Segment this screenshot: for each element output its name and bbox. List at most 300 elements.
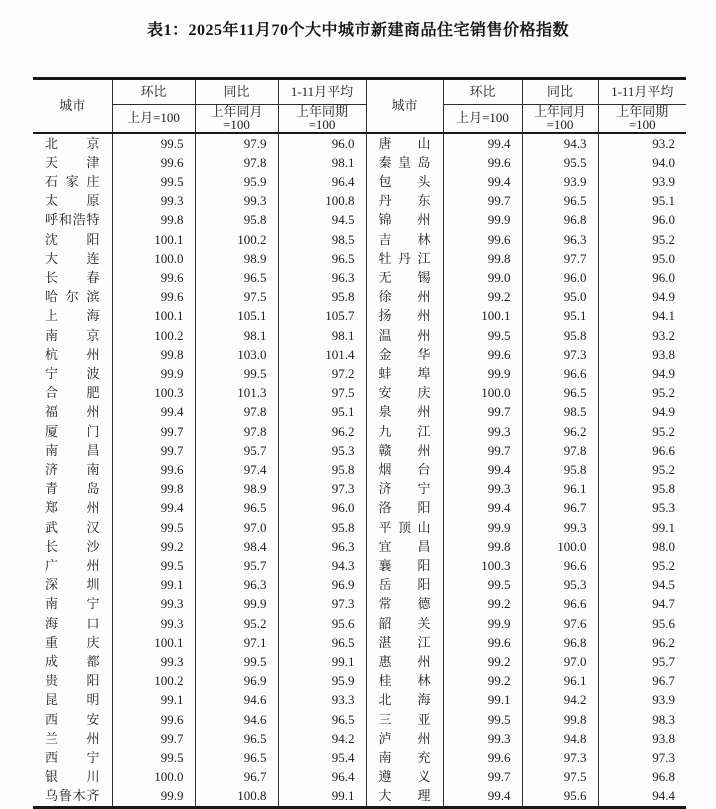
left-mom-value: 99.4	[112, 402, 195, 421]
left-city-cell	[33, 172, 112, 191]
city-name: 郑州	[45, 500, 100, 516]
right-avg-value: 96.0	[652, 269, 675, 285]
left-avg-value: 97.3	[278, 479, 366, 498]
left-yoy-value: 96.7	[195, 767, 278, 786]
right-yoy-value: 95.3	[522, 575, 598, 594]
left-mom-value: 99.6	[112, 710, 195, 729]
left-mom-value: 99.3	[112, 614, 195, 633]
city-name: 乌鲁木齐	[45, 788, 100, 804]
left-city-cell	[33, 710, 112, 729]
table-row	[33, 441, 686, 460]
left-yoy-value: 97.4	[195, 460, 278, 479]
left-city-cell	[33, 556, 112, 575]
left-city-cell	[33, 230, 112, 249]
left-mom-value: 100.2	[112, 326, 195, 345]
city-name: 徐州	[378, 289, 431, 305]
right-yoy-value: 96.2	[522, 422, 598, 441]
right-mom-value: 99.3	[443, 729, 522, 748]
header-row-sub	[33, 105, 686, 133]
table-row	[33, 306, 686, 325]
left-avg-value: 95.3	[278, 441, 366, 460]
left-yoy-value: 96.5	[195, 268, 278, 287]
left-mom-value: 99.8	[112, 210, 195, 229]
city-name: 福州	[45, 404, 100, 420]
left-mom-value: 100.2	[112, 671, 195, 690]
right-city-cell	[366, 556, 443, 575]
right-city-cell	[366, 306, 443, 325]
right-city-cell	[366, 671, 443, 690]
left-avg-value: 95.9	[278, 671, 366, 690]
right-city-cell	[366, 614, 443, 633]
subheader-yoy-line1: 上年同月	[210, 104, 263, 120]
right-avg-value: 98.0	[652, 538, 675, 554]
right-mom-value: 99.2	[443, 594, 522, 613]
right-city-cell	[366, 210, 443, 229]
right-avg-value: 95.7	[652, 653, 675, 669]
city-name: 赣州	[378, 442, 431, 458]
city-name: 湛江	[378, 634, 431, 650]
right-avg-value: 93.8	[652, 730, 675, 746]
subheader-avg-left	[278, 105, 366, 133]
table-row	[33, 191, 686, 210]
city-name: 杭州	[45, 346, 100, 362]
left-mom-value: 99.9	[112, 364, 195, 383]
header-mom-left: 环比	[112, 79, 195, 105]
subheader-avg-line2: =100	[308, 117, 336, 133]
city-name: 韶关	[378, 615, 431, 631]
table-row	[33, 249, 686, 268]
right-city-cell	[366, 498, 443, 517]
left-mom-value: 99.8	[112, 345, 195, 364]
left-avg-value: 97.3	[278, 594, 366, 613]
left-city-cell	[33, 518, 112, 537]
left-yoy-value: 99.9	[195, 594, 278, 613]
left-mom-value: 99.6	[112, 460, 195, 479]
right-yoy-value: 95.1	[522, 306, 598, 325]
right-city-cell	[366, 652, 443, 671]
subheader-avg-right	[598, 105, 686, 133]
left-avg-value: 98.1	[278, 153, 366, 172]
subheader-yoy-right	[522, 105, 598, 133]
left-yoy-value: 96.5	[195, 729, 278, 748]
right-yoy-value: 94.3	[522, 133, 598, 153]
header-city-left: 城市	[33, 79, 112, 133]
right-yoy-value: 99.3	[522, 518, 598, 537]
table-row	[33, 671, 686, 690]
city-name: 北海	[378, 692, 431, 708]
right-city-cell	[366, 422, 443, 441]
left-yoy-value: 98.1	[195, 326, 278, 345]
table-row	[33, 268, 686, 287]
right-avg-value: 95.1	[652, 193, 675, 209]
right-yoy-value: 97.5	[522, 767, 598, 786]
table-row	[33, 556, 686, 575]
right-avg-value: 95.2	[652, 461, 675, 477]
left-yoy-value: 95.8	[195, 210, 278, 229]
left-mom-value: 99.5	[112, 748, 195, 767]
right-avg-value: 96.6	[652, 442, 675, 458]
city-name: 济南	[45, 461, 100, 477]
right-avg-value: 94.1	[652, 308, 675, 324]
right-city-cell	[366, 383, 443, 402]
left-mom-value: 99.7	[112, 441, 195, 460]
left-yoy-value: 94.6	[195, 690, 278, 709]
left-city-cell	[33, 402, 112, 421]
left-yoy-value: 94.6	[195, 710, 278, 729]
city-name: 泸州	[378, 730, 431, 746]
left-city-cell	[33, 422, 112, 441]
city-name: 秦皇岛	[378, 154, 431, 170]
left-mom-value: 99.3	[112, 652, 195, 671]
right-avg-value: 95.0	[652, 250, 675, 266]
left-yoy-value: 101.3	[195, 383, 278, 402]
city-name: 蚌埠	[378, 365, 431, 381]
city-name: 南充	[378, 750, 431, 765]
right-mom-value: 99.2	[443, 671, 522, 690]
city-name: 无锡	[378, 269, 431, 285]
table-row	[33, 786, 686, 807]
city-name: 南昌	[45, 442, 100, 458]
table-row	[33, 614, 686, 633]
right-avg-value: 94.9	[652, 365, 675, 381]
left-city-cell	[33, 441, 112, 460]
left-mom-value: 99.3	[112, 594, 195, 613]
right-yoy-value: 96.8	[522, 210, 598, 229]
left-avg-value: 100.8	[278, 191, 366, 210]
table-row	[33, 402, 686, 421]
left-city-cell	[33, 287, 112, 306]
table-row	[33, 172, 686, 191]
left-avg-value: 95.8	[278, 518, 366, 537]
left-avg-value: 98.1	[278, 326, 366, 345]
left-avg-value: 96.5	[278, 633, 366, 652]
left-mom-value: 99.4	[112, 498, 195, 517]
left-yoy-value: 100.2	[195, 230, 278, 249]
header-yoy-left: 同比	[195, 79, 278, 105]
city-name: 九江	[378, 423, 431, 439]
left-yoy-value: 98.9	[195, 249, 278, 268]
table-header	[33, 79, 686, 133]
left-city-cell	[33, 575, 112, 594]
left-yoy-value: 97.5	[195, 287, 278, 306]
left-mom-value: 99.9	[112, 786, 195, 807]
left-mom-value: 100.1	[112, 633, 195, 652]
right-yoy-value: 95.0	[522, 287, 598, 306]
city-name: 大连	[45, 250, 100, 266]
table-row	[33, 230, 686, 249]
right-mom-value: 99.1	[443, 690, 522, 709]
left-mom-value: 99.8	[112, 479, 195, 498]
right-avg-value: 94.4	[652, 788, 675, 804]
right-yoy-value: 97.3	[522, 345, 598, 364]
subheader-avg-line1: 上年同期	[295, 104, 348, 120]
left-avg-value: 96.3	[278, 537, 366, 556]
right-yoy-value: 95.8	[522, 326, 598, 345]
city-name: 济宁	[378, 481, 431, 497]
header-avg-right: 1-11月平均	[598, 79, 686, 105]
city-name: 襄阳	[378, 557, 431, 573]
left-avg-value: 96.5	[278, 249, 366, 268]
left-yoy-value: 96.9	[195, 671, 278, 690]
left-city-cell	[33, 460, 112, 479]
city-name: 石家庄	[45, 173, 100, 189]
right-avg-value: 96.0	[652, 212, 675, 228]
city-name: 天津	[45, 154, 100, 170]
right-city-cell	[366, 786, 443, 807]
left-yoy-value: 105.1	[195, 306, 278, 325]
right-avg-value: 98.3	[652, 711, 675, 727]
left-yoy-value: 96.5	[195, 498, 278, 517]
left-avg-value: 95.8	[278, 460, 366, 479]
right-mom-value: 99.6	[443, 345, 522, 364]
left-city-cell	[33, 364, 112, 383]
right-mom-value: 99.9	[443, 518, 522, 537]
right-avg-value: 96.2	[652, 634, 675, 650]
right-yoy-value: 96.7	[522, 498, 598, 517]
city-name: 牡丹江	[378, 250, 431, 266]
subheader-yoy-line2: =100	[546, 117, 574, 133]
right-yoy-value: 97.7	[522, 249, 598, 268]
left-mom-value: 99.5	[112, 556, 195, 575]
left-avg-value: 96.0	[278, 498, 366, 517]
table-row	[33, 575, 686, 594]
right-mom-value: 99.9	[443, 210, 522, 229]
city-name: 长沙	[45, 538, 100, 554]
left-city-cell	[33, 767, 112, 786]
left-mom-value: 99.6	[112, 153, 195, 172]
table-row	[33, 210, 686, 229]
right-mom-value: 99.9	[443, 364, 522, 383]
right-avg-value: 97.3	[652, 750, 675, 765]
left-city-cell	[33, 786, 112, 807]
table-row	[33, 633, 686, 652]
table-row	[33, 710, 686, 729]
right-mom-value: 99.8	[443, 249, 522, 268]
right-mom-value: 99.4	[443, 133, 522, 153]
city-name: 宁波	[45, 365, 100, 381]
right-city-cell	[366, 479, 443, 498]
table-row	[33, 748, 686, 767]
left-mom-value: 99.3	[112, 191, 195, 210]
subheader-yoy-line1: 上年同月	[533, 104, 586, 120]
left-yoy-value: 95.9	[195, 172, 278, 191]
left-yoy-value: 97.8	[195, 153, 278, 172]
right-mom-value: 99.4	[443, 786, 522, 807]
right-mom-value: 99.2	[443, 652, 522, 671]
right-yoy-value: 96.6	[522, 364, 598, 383]
left-avg-value: 95.1	[278, 402, 366, 421]
right-city-cell	[366, 633, 443, 652]
left-yoy-value: 99.5	[195, 364, 278, 383]
table-row	[33, 460, 686, 479]
table-row	[33, 422, 686, 441]
city-name: 成都	[45, 653, 100, 669]
left-city-cell	[33, 153, 112, 172]
right-mom-value: 99.7	[443, 441, 522, 460]
left-avg-value: 95.6	[278, 614, 366, 633]
header-mom-right: 环比	[443, 79, 522, 105]
subheader-yoy-line2: =100	[223, 117, 250, 133]
city-name: 重庆	[45, 634, 100, 650]
left-city-cell	[33, 268, 112, 287]
right-yoy-value: 96.3	[522, 230, 598, 249]
right-avg-value: 96.7	[652, 673, 675, 689]
city-name: 长春	[45, 269, 100, 285]
table-row	[33, 594, 686, 613]
right-mom-value: 99.7	[443, 402, 522, 421]
right-city-cell	[366, 345, 443, 364]
left-avg-value: 94.3	[278, 556, 366, 575]
right-city-cell	[366, 460, 443, 479]
table-row	[33, 364, 686, 383]
left-city-cell	[33, 652, 112, 671]
left-avg-value: 95.8	[278, 287, 366, 306]
city-name: 青岛	[45, 481, 100, 497]
city-name: 大理	[378, 788, 431, 804]
right-yoy-value: 99.8	[522, 710, 598, 729]
table-row	[33, 690, 686, 709]
right-yoy-value: 93.9	[522, 172, 598, 191]
right-avg-value: 95.8	[652, 481, 675, 497]
right-avg-value: 94.0	[652, 154, 675, 170]
left-mom-value: 99.6	[112, 287, 195, 306]
left-avg-value: 99.1	[278, 652, 366, 671]
right-avg-value: 94.9	[652, 404, 675, 420]
right-city-cell	[366, 690, 443, 709]
right-yoy-value: 97.3	[522, 748, 598, 767]
city-name: 扬州	[378, 308, 431, 324]
right-yoy-value: 96.5	[522, 383, 598, 402]
left-mom-value: 99.5	[112, 133, 195, 153]
right-yoy-value: 97.8	[522, 441, 598, 460]
left-avg-value: 97.2	[278, 364, 366, 383]
left-avg-value: 95.4	[278, 748, 366, 767]
left-yoy-value: 97.1	[195, 633, 278, 652]
right-city-cell	[366, 191, 443, 210]
right-city-cell	[366, 249, 443, 268]
table-row	[33, 729, 686, 748]
city-name: 金华	[378, 346, 431, 362]
right-mom-value: 99.6	[443, 633, 522, 652]
right-mom-value: 99.6	[443, 153, 522, 172]
right-mom-value: 99.5	[443, 326, 522, 345]
city-name: 丹东	[378, 193, 431, 209]
subheader-avg-line1: 上年同期	[616, 104, 669, 120]
table-row	[33, 153, 686, 172]
left-avg-value: 96.0	[278, 133, 366, 153]
right-mom-value: 99.8	[443, 537, 522, 556]
right-avg-value: 93.9	[652, 692, 675, 708]
left-yoy-value: 96.5	[195, 748, 278, 767]
left-city-cell	[33, 191, 112, 210]
right-city-cell	[366, 364, 443, 383]
right-avg-value: 95.2	[652, 231, 675, 247]
right-yoy-value: 96.5	[522, 191, 598, 210]
right-city-cell	[366, 729, 443, 748]
city-name: 上海	[45, 308, 100, 324]
left-mom-value: 99.5	[112, 518, 195, 537]
left-yoy-value: 99.3	[195, 191, 278, 210]
table-row	[33, 345, 686, 364]
header-city-right: 城市	[366, 79, 443, 133]
right-mom-value: 99.9	[443, 614, 522, 633]
left-city-cell	[33, 594, 112, 613]
city-name: 宜昌	[378, 538, 431, 554]
left-mom-value: 99.6	[112, 268, 195, 287]
right-avg-value: 95.6	[652, 615, 675, 631]
right-yoy-value: 96.1	[522, 479, 598, 498]
city-name: 唐山	[378, 135, 431, 151]
left-mom-value: 100.0	[112, 249, 195, 268]
right-city-cell	[366, 518, 443, 537]
right-yoy-value: 96.8	[522, 633, 598, 652]
city-name: 深圳	[45, 577, 100, 593]
right-avg-value: 96.8	[652, 769, 675, 785]
header-avg-left: 1-11月平均	[278, 79, 366, 105]
left-city-cell	[33, 614, 112, 633]
right-avg-value: 95.2	[652, 385, 675, 401]
right-city-cell	[366, 268, 443, 287]
left-city-cell	[33, 671, 112, 690]
right-avg-value: 93.2	[652, 135, 675, 151]
right-city-cell	[366, 153, 443, 172]
right-city-cell	[366, 748, 443, 767]
city-name: 银川	[45, 769, 100, 785]
city-name: 武汉	[45, 519, 100, 535]
right-yoy-value: 96.0	[522, 268, 598, 287]
right-city-cell	[366, 326, 443, 345]
right-yoy-value: 96.6	[522, 594, 598, 613]
city-name: 常德	[378, 596, 431, 612]
left-avg-value: 96.4	[278, 172, 366, 191]
right-yoy-value: 96.6	[522, 556, 598, 575]
right-yoy-value: 95.6	[522, 786, 598, 807]
right-city-cell	[366, 767, 443, 786]
left-avg-value: 96.2	[278, 422, 366, 441]
table-row	[33, 133, 686, 153]
left-mom-value: 100.1	[112, 306, 195, 325]
city-name: 北京	[45, 135, 100, 151]
left-yoy-value: 95.7	[195, 441, 278, 460]
left-avg-value: 96.3	[278, 268, 366, 287]
left-yoy-value: 97.8	[195, 422, 278, 441]
left-avg-value: 93.3	[278, 690, 366, 709]
left-city-cell	[33, 748, 112, 767]
left-city-cell	[33, 383, 112, 402]
subheader-yoy-left	[195, 105, 278, 133]
city-name: 温州	[378, 327, 431, 343]
right-yoy-value: 94.2	[522, 690, 598, 709]
left-mom-value: 99.7	[112, 422, 195, 441]
city-name: 南宁	[45, 596, 100, 612]
right-mom-value: 99.4	[443, 460, 522, 479]
subheader-mom-left: 上月=100	[112, 105, 195, 133]
city-name: 三亚	[378, 711, 431, 727]
left-avg-value: 96.5	[278, 710, 366, 729]
right-city-cell	[366, 441, 443, 460]
left-avg-value: 99.1	[278, 786, 366, 807]
city-name: 吉林	[378, 231, 431, 247]
right-yoy-value: 98.5	[522, 402, 598, 421]
city-name: 沈阳	[45, 231, 100, 247]
left-yoy-value: 95.7	[195, 556, 278, 575]
left-city-cell	[33, 729, 112, 748]
city-name: 惠州	[378, 653, 431, 669]
right-yoy-value: 100.0	[522, 537, 598, 556]
right-avg-value: 93.8	[652, 346, 675, 362]
table-row	[33, 498, 686, 517]
left-mom-value: 100.1	[112, 230, 195, 249]
